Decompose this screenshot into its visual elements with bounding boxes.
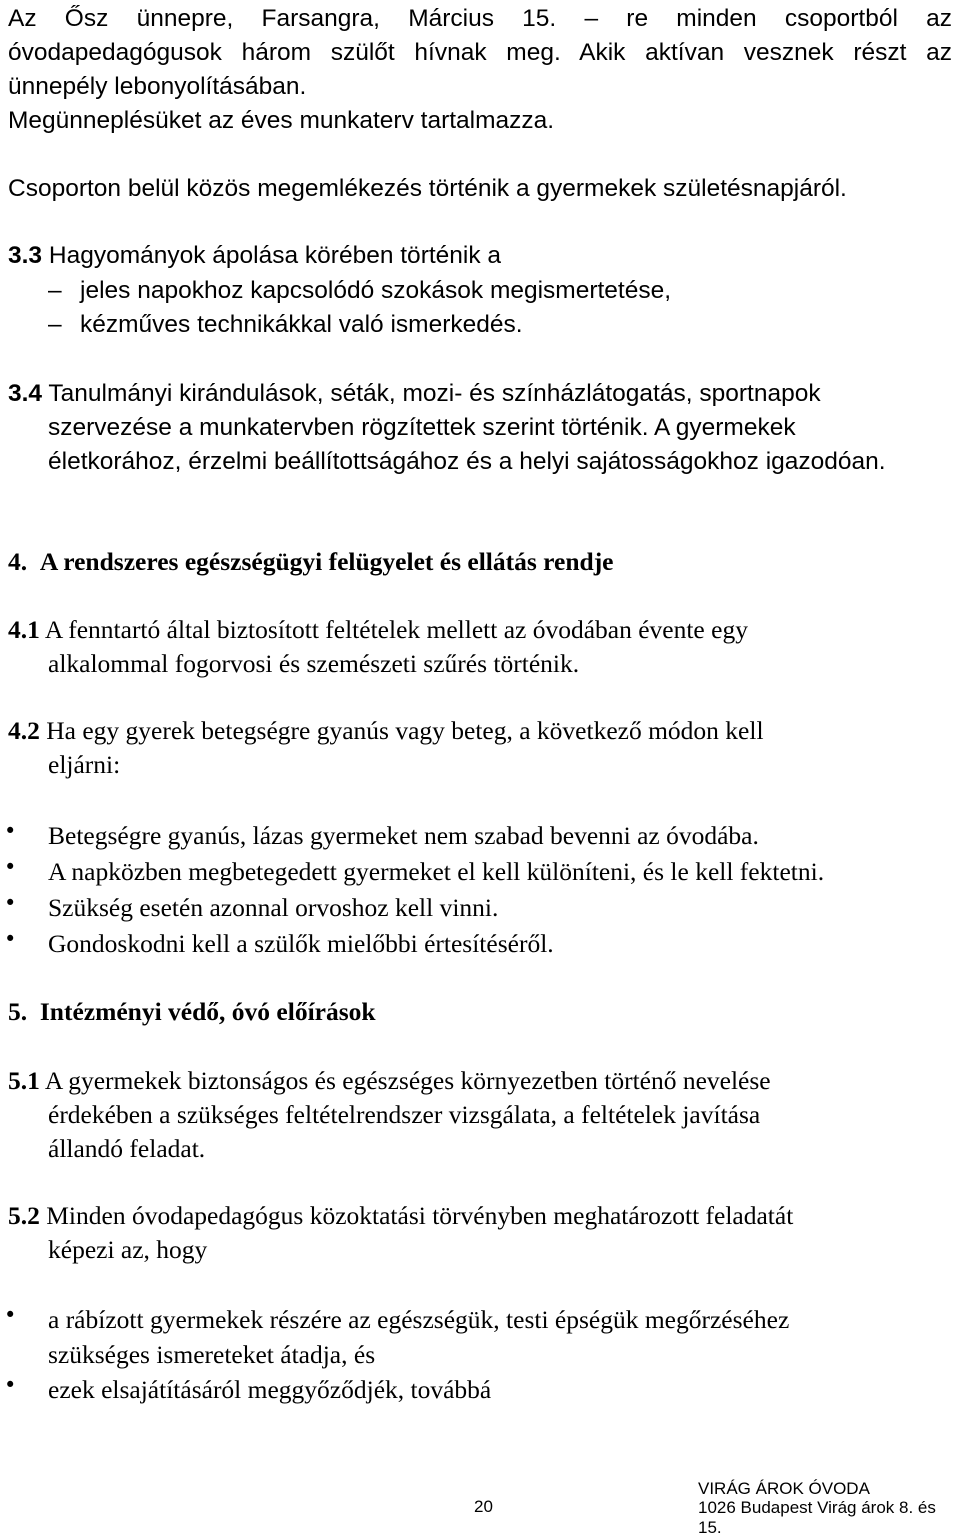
bullet-icon: • [4,927,17,951]
list-item: ezek elsajátításáról meggyőződjék, továbbá [48,1375,492,1404]
section-text: Tanulmányi kirándulások, séták, mozi- és színházlátogatás, sportnapok [42,380,821,407]
dash-item [48,308,62,342]
section-5-1-line-3: állandó feladat. [48,1134,206,1163]
section-text: A fenntartó által biztosított feltételek mellett az óvodában évente egy [39,615,748,644]
bullet-icon: • [4,1303,17,1327]
section-5-2-line-1 [8,1199,793,1233]
list-item: Szükség esetén azonnal orvoshoz kell vinni. [48,893,499,922]
intro-line-3: ünnepély lebonyolításában. [8,73,307,100]
section-5-1-line-1 [8,1064,771,1098]
list-item-continuation: szükséges ismereteket átadja, és [48,1340,376,1369]
list-item: A napközben megbetegedett gyermeket el kell különíteni, és le kell fektetni. [48,857,825,886]
bullet-icon: • [4,1373,17,1397]
list-item: a rábízott gyermekek részére az egészségük, testi épségük megőrzéséhez [48,1305,790,1334]
bullet-icon: • [4,855,17,879]
section-4-heading [8,545,614,579]
section-text: Ha egy gyerek betegségre gyanús vagy beteg, a következő módon kell [39,716,764,745]
section-3-4-line-3: életkorához, érzelmi beállítottságához és a helyi sajátosságokhoz igazodóan. [48,448,886,475]
dash-item [48,274,62,308]
heading-number: 5. [8,997,28,1026]
heading-number: 4. [8,547,28,576]
bullet-icon: • [4,819,17,843]
section-text: Minden óvodapedagógus közoktatási törvényben meghatározott feladatát [39,1201,794,1230]
section-5-2-line-2: képezi az, hogy [48,1235,208,1264]
list-item: jeles napokhoz kapcsolódó szokások megismertetése, [80,277,672,304]
list-item: Betegségre gyanús, lázas gyermeket nem szabad bevenni az óvodába. [48,821,759,850]
intro-line-1: Az Ősz ünnepre, Farsangra, Március 15. – re minden csoportból az [8,5,952,32]
footer-address: 1026 Budapest Virág árok 8. és 15. [698,1498,936,1537]
birthday-paragraph: Csoporton belül közös megemlékezés történik a gyermekek születésnapjáról. [8,175,847,202]
list-item: Gondoskodni kell a szülők mielőbbi értesítéséről. [48,929,554,958]
footer-org-name: VIRÁG ÁROK ÓVODA [698,1479,870,1498]
section-3-4-line-1 [8,377,821,411]
page-number: 20 [474,1497,493,1516]
section-number: 4.2 [8,716,40,745]
bullet-icon: • [4,891,17,915]
intro-line-2: óvodapedagógusok három szülőt hívnak meg. Akik aktívan vesznek részt az [8,39,952,66]
dash-icon: – [48,277,62,304]
section-5-heading [8,995,376,1029]
section-number: 5.1 [8,1066,40,1095]
intro-line-4: Megünneplésüket az éves munkaterv tartalmazza. [8,107,555,134]
section-number: 3.3 [8,242,43,269]
heading-title: A rendszeres egészségügyi felügyelet és ellátás rendje [39,547,614,576]
heading-title: Intézményi védő, óvó előírások [39,997,376,1026]
section-3-3-heading [8,239,501,273]
section-4-2-line-1 [8,714,764,748]
section-text: Hagyományok ápolása körében történik a [42,242,502,269]
section-4-1-line-2: alkalommal fogorvosi és szemészeti szűrés történik. [48,649,580,678]
dash-icon: – [48,311,62,338]
section-number: 5.2 [8,1201,40,1230]
section-4-2-line-2: eljárni: [48,750,121,779]
section-4-1-line-1 [8,613,748,647]
section-3-4-line-2: szervezése a munkatervben rögzítettek szerint történik. A gyermekek [48,414,796,441]
section-5-1-line-2: érdekében a szükséges feltételrendszer vizsgálata, a feltételek javítása [48,1100,761,1129]
section-number: 3.4 [8,380,43,407]
list-item: kézműves technikákkal való ismerkedés. [80,311,523,338]
section-number: 4.1 [8,615,40,644]
section-text: A gyermekek biztonságos és egészséges környezetben történő nevelése [39,1066,771,1095]
